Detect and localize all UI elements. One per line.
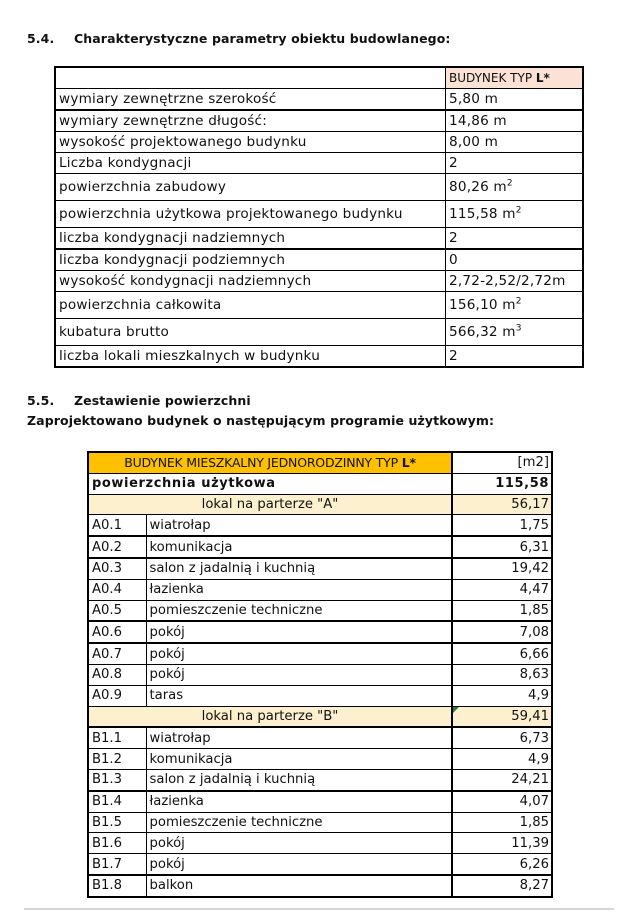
param-label: powierzchnia użytkowa projektowanego budynku (55, 201, 446, 228)
room-row (88, 536, 552, 558)
room-name: komunikacja (146, 749, 452, 770)
room-code: A0.7 (88, 643, 146, 664)
param-label: wymiary zewnętrzne szerokość (55, 89, 446, 111)
param-label: powierzchnia całkowita (55, 292, 446, 319)
unit-b-row (88, 706, 552, 727)
room-row (88, 791, 552, 812)
room-area: 6,26 (452, 854, 552, 875)
param-label: wysokość kondygnacji nadziemnych (55, 271, 446, 292)
param-row (55, 110, 583, 132)
room-code: A0.1 (88, 515, 146, 536)
param-value: 115,58 $m^2$ (446, 201, 584, 228)
unit-a-value: 56,17 (452, 494, 552, 515)
param-label: wymiary zewnętrzne długość: (55, 110, 446, 132)
room-row (88, 558, 552, 579)
room-row (88, 600, 552, 621)
room-code: B1.6 (88, 833, 146, 854)
unit-header: [m2] (452, 452, 552, 473)
room-area: 1,85 (452, 812, 552, 833)
param-label: liczba kondygnacji nadziemnych (55, 228, 446, 250)
room-row (88, 854, 552, 875)
room-area: 4,9 (452, 685, 552, 706)
param-label: kubatura brutto (55, 319, 446, 346)
unit-a-row (88, 494, 552, 515)
section-55-heading (27, 393, 251, 408)
room-code: B1.2 (88, 749, 146, 770)
room-area: 4,07 (452, 791, 552, 812)
room-area: 8,63 (452, 664, 552, 685)
room-name: balkon (146, 875, 452, 897)
section-number: 5.4. (27, 31, 55, 46)
room-code: B1.7 (88, 854, 146, 875)
room-name: łazienka (146, 579, 452, 600)
room-code: A0.2 (88, 536, 146, 558)
room-name: pomieszczenie techniczne (146, 600, 452, 621)
param-row (55, 249, 583, 271)
section-title: Zestawienie powierzchni (74, 393, 251, 408)
param-row (55, 201, 583, 228)
room-row (88, 515, 552, 536)
total-value: 115,58 (452, 473, 552, 494)
param-label: liczba kondygnacji podziemnych (55, 249, 446, 271)
section-number: 5.5. (27, 393, 55, 408)
room-area: 1,75 (452, 515, 552, 536)
building-type-header (446, 67, 584, 89)
param-value: 14,86 m (446, 110, 584, 132)
param-value: 8,00 m (446, 132, 584, 153)
param-row (55, 153, 583, 174)
room-row (88, 812, 552, 833)
room-name: pomieszczenie techniczne (146, 812, 452, 833)
room-code: A0.6 (88, 621, 146, 643)
room-name: pokój (146, 833, 452, 854)
room-row (88, 621, 552, 643)
section-title: Charakterystyczne parametry obiektu budowlanego: (74, 31, 451, 46)
room-code: A0.3 (88, 558, 146, 579)
room-code: A0.9 (88, 685, 146, 706)
param-label: wysokość projektowanego budynku (55, 132, 446, 153)
room-name: salon z jadalnią i kuchnią (146, 558, 452, 579)
total-row (88, 473, 552, 494)
section-54-heading (27, 31, 451, 46)
room-code: A0.5 (88, 600, 146, 621)
param-row (55, 89, 583, 111)
param-label: powierzchnia zabudowy (55, 174, 446, 201)
room-area: 19,42 (452, 558, 552, 579)
room-row (88, 643, 552, 664)
room-row (88, 769, 552, 790)
header-type: L* (535, 71, 550, 85)
total-label: powierzchnia użytkowa (88, 473, 452, 494)
param-value: 566,32 $m^3$ (446, 319, 584, 346)
room-code: B1.8 (88, 875, 146, 897)
header-empty-cell (55, 67, 446, 89)
param-row (55, 346, 583, 368)
room-code: B1.4 (88, 791, 146, 812)
unit-b-value: 59,41 (452, 706, 552, 727)
param-value: 0 (446, 249, 584, 271)
unit-b-label: lokal na parterze "B" (88, 706, 452, 727)
room-row (88, 579, 552, 600)
page-divider (24, 908, 614, 910)
unit-a-label: lokal na parterze "A" (88, 494, 452, 515)
room-row (88, 727, 552, 748)
param-value: 156,10 $m^2$ (446, 292, 584, 319)
room-name: pokój (146, 854, 452, 875)
room-row (88, 875, 552, 897)
table-title-row (88, 452, 552, 473)
room-code: B1.1 (88, 727, 146, 748)
param-row (55, 319, 583, 346)
param-value: 80,26 $m^2$ (446, 174, 584, 201)
room-area: 8,27 (452, 875, 552, 897)
room-name: pokój (146, 643, 452, 664)
room-row (88, 833, 552, 854)
param-value: 2 (446, 346, 584, 368)
cell-comment-marker-icon (453, 707, 459, 713)
room-area: 11,39 (452, 833, 552, 854)
room-area: 6,31 (452, 536, 552, 558)
room-name: wiatrołap (146, 727, 452, 748)
param-row (55, 271, 583, 292)
room-area: 6,73 (452, 727, 552, 748)
room-area: 4,9 (452, 749, 552, 770)
param-row (55, 292, 583, 319)
param-row (55, 132, 583, 153)
room-name: salon z jadalnią i kuchnią (146, 769, 452, 790)
room-area: 4,47 (452, 579, 552, 600)
room-code: A0.4 (88, 579, 146, 600)
room-name: komunikacja (146, 536, 452, 558)
room-area: 6,66 (452, 643, 552, 664)
room-row (88, 685, 552, 706)
param-row (55, 174, 583, 201)
param-value: 2 (446, 153, 584, 174)
param-row (55, 228, 583, 250)
param-label: Liczba kondygnacji (55, 153, 446, 174)
room-area: 1,85 (452, 600, 552, 621)
table-title: BUDYNEK MIESZKALNY JEDNORODZINNY TYP L* (88, 452, 452, 473)
section-55-subtitle: Zaprojektowano budynek o następującym programie użytkowym: (27, 413, 495, 428)
room-code: B1.3 (88, 769, 146, 790)
room-name: pokój (146, 621, 452, 643)
room-code: B1.5 (88, 812, 146, 833)
building-parameters-table (54, 66, 584, 368)
room-row (88, 749, 552, 770)
param-label: liczba lokali mieszkalnych w budynku (55, 346, 446, 368)
room-name: łazienka (146, 791, 452, 812)
param-value: 5,80 m (446, 89, 584, 111)
room-area: 24,21 (452, 769, 552, 790)
room-row (88, 664, 552, 685)
room-name: wiatrołap (146, 515, 452, 536)
floor-area-table (87, 451, 553, 898)
param-value: 2,72-2,52/2,72m (446, 271, 584, 292)
room-area: 7,08 (452, 621, 552, 643)
room-name: taras (146, 685, 452, 706)
room-name: pokój (146, 664, 452, 685)
room-code: A0.8 (88, 664, 146, 685)
header-label: BUDYNEK TYP (449, 71, 536, 85)
param-value: 2 (446, 228, 584, 250)
